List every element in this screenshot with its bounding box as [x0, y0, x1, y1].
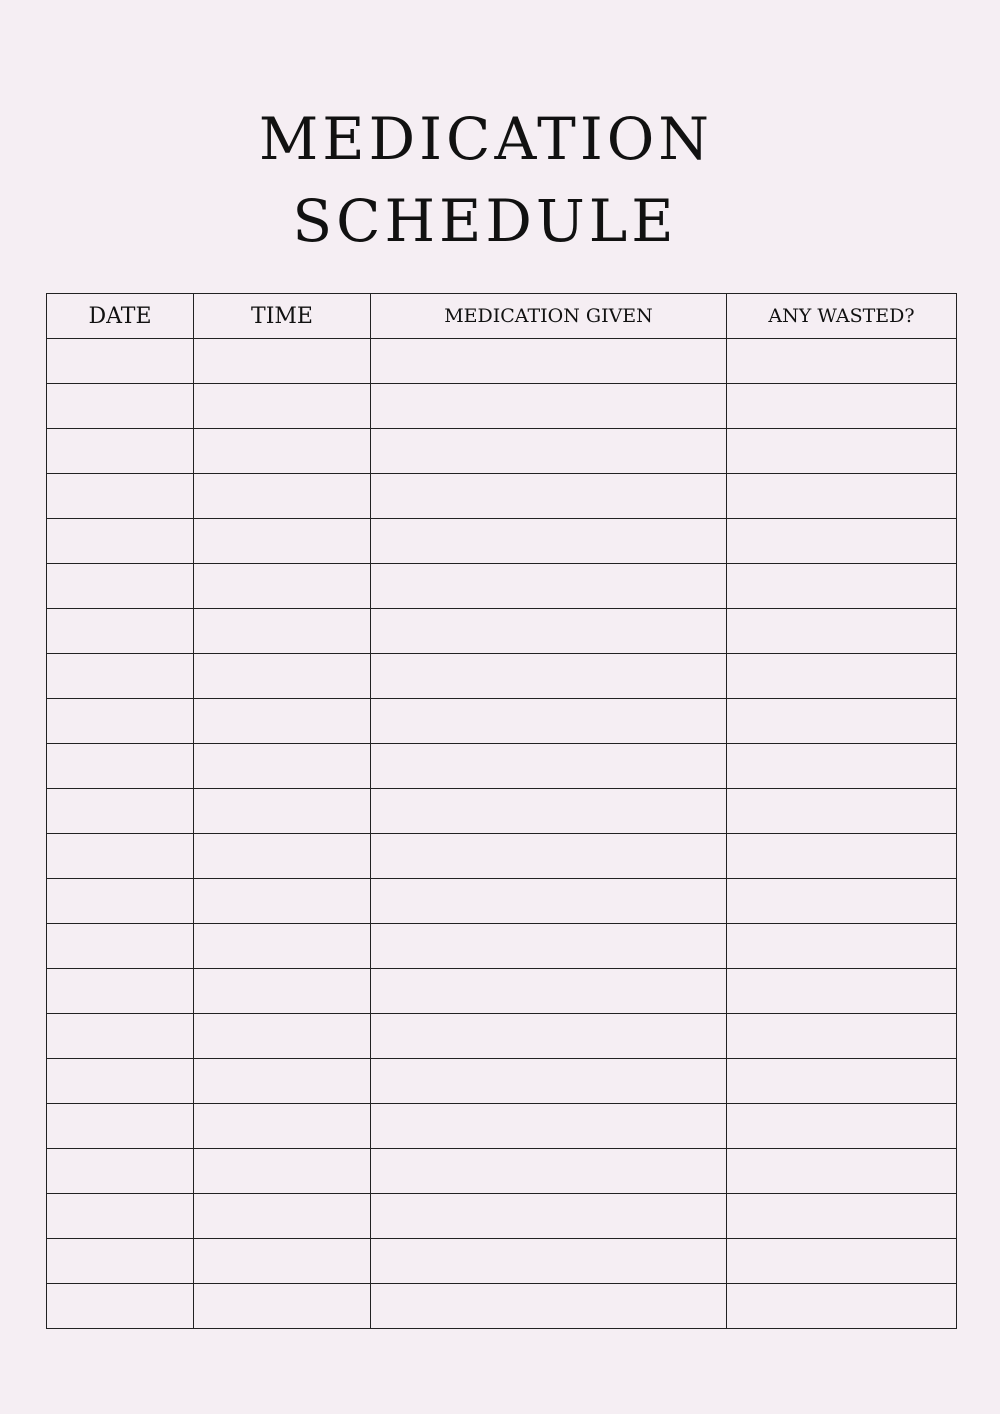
- wasted-cell: [727, 1149, 957, 1194]
- date-cell: [47, 1149, 194, 1194]
- table-row: [47, 564, 957, 609]
- table-row: [47, 879, 957, 924]
- table-row: [47, 654, 957, 699]
- table-row: [47, 924, 957, 969]
- wasted-cell: [727, 1194, 957, 1239]
- wasted-cell: [727, 519, 957, 564]
- time-cell: [194, 1104, 371, 1149]
- medication-cell: [371, 564, 727, 609]
- time-cell: [194, 609, 371, 654]
- date-cell: [47, 744, 194, 789]
- table-row: [47, 1239, 957, 1284]
- wasted-cell: [727, 969, 957, 1014]
- time-cell: [194, 1014, 371, 1059]
- time-cell: [194, 519, 371, 564]
- date-cell: [47, 1284, 194, 1329]
- time-cell: [194, 744, 371, 789]
- date-cell: [47, 1194, 194, 1239]
- time-cell: [194, 1284, 371, 1329]
- time-cell: [194, 1239, 371, 1284]
- wasted-cell: [727, 1104, 957, 1149]
- wasted-cell: [727, 834, 957, 879]
- medication-cell: [371, 924, 727, 969]
- wasted-cell: [727, 924, 957, 969]
- wasted-cell: [727, 699, 957, 744]
- time-cell: [194, 789, 371, 834]
- medication-cell: [371, 519, 727, 564]
- table-row: [47, 699, 957, 744]
- table-row: [47, 969, 957, 1014]
- date-cell: [47, 834, 194, 879]
- wasted-cell: [727, 384, 957, 429]
- table-row: [47, 474, 957, 519]
- date-cell: [47, 654, 194, 699]
- date-cell: [47, 339, 194, 384]
- time-cell: [194, 1194, 371, 1239]
- medication-cell: [371, 834, 727, 879]
- wasted-cell: [727, 789, 957, 834]
- wasted-cell: [727, 1284, 957, 1329]
- table-row: [47, 834, 957, 879]
- table-row: [47, 519, 957, 564]
- medication-cell: [371, 384, 727, 429]
- date-cell: [47, 1014, 194, 1059]
- wasted-cell: [727, 609, 957, 654]
- date-cell: [47, 969, 194, 1014]
- table-row: [47, 789, 957, 834]
- medication-cell: [371, 1014, 727, 1059]
- medication-cell: [371, 1059, 727, 1104]
- medication-cell: [371, 969, 727, 1014]
- medication-cell: [371, 654, 727, 699]
- date-cell: [47, 924, 194, 969]
- time-cell: [194, 879, 371, 924]
- medication-cell: [371, 1104, 727, 1149]
- table-row: [47, 609, 957, 654]
- header-time: TIME: [194, 294, 371, 339]
- header-row: [47, 294, 957, 339]
- wasted-cell: [727, 474, 957, 519]
- medication-cell: [371, 744, 727, 789]
- medication-cell: [371, 1239, 727, 1284]
- table-row: [47, 339, 957, 384]
- wasted-cell: [727, 429, 957, 474]
- medication-cell: [371, 1149, 727, 1194]
- table-row: [47, 1014, 957, 1059]
- time-cell: [194, 474, 371, 519]
- medication-cell: [371, 879, 727, 924]
- time-cell: [194, 429, 371, 474]
- time-cell: [194, 1149, 371, 1194]
- date-cell: [47, 609, 194, 654]
- medication-schedule-table: [46, 293, 957, 1329]
- header-date: DATE: [47, 294, 194, 339]
- time-cell: [194, 384, 371, 429]
- medication-cell: [371, 1194, 727, 1239]
- time-cell: [194, 339, 371, 384]
- wasted-cell: [727, 339, 957, 384]
- date-cell: [47, 384, 194, 429]
- header-medication-given: MEDICATION GIVEN: [371, 294, 727, 339]
- date-cell: [47, 1059, 194, 1104]
- medication-cell: [371, 339, 727, 384]
- title-line-2: SCHEDULE: [292, 187, 678, 255]
- wasted-cell: [727, 1014, 957, 1059]
- date-cell: [47, 879, 194, 924]
- table-row: [47, 1059, 957, 1104]
- wasted-cell: [727, 879, 957, 924]
- time-cell: [194, 1059, 371, 1104]
- table-row: [47, 1149, 957, 1194]
- header-any-wasted: ANY WASTED?: [727, 294, 957, 339]
- date-cell: [47, 1104, 194, 1149]
- table-row: [47, 429, 957, 474]
- medication-cell: [371, 1284, 727, 1329]
- time-cell: [194, 699, 371, 744]
- wasted-cell: [727, 654, 957, 699]
- time-cell: [194, 924, 371, 969]
- date-cell: [47, 1239, 194, 1284]
- table-body: [47, 339, 957, 1329]
- wasted-cell: [727, 1059, 957, 1104]
- table-row: [47, 744, 957, 789]
- date-cell: [47, 789, 194, 834]
- table-row: [47, 1104, 957, 1149]
- wasted-cell: [727, 1239, 957, 1284]
- date-cell: [47, 429, 194, 474]
- medication-cell: [371, 429, 727, 474]
- medication-cell: [371, 609, 727, 654]
- title-line-1: MEDICATION: [258, 105, 714, 173]
- table-row: [47, 1194, 957, 1239]
- time-cell: [194, 969, 371, 1014]
- wasted-cell: [727, 564, 957, 609]
- wasted-cell: [727, 744, 957, 789]
- medication-cell: [371, 789, 727, 834]
- date-cell: [47, 699, 194, 744]
- time-cell: [194, 834, 371, 879]
- time-cell: [194, 654, 371, 699]
- medication-cell: [371, 699, 727, 744]
- table-row: [47, 1284, 957, 1329]
- time-cell: [194, 564, 371, 609]
- date-cell: [47, 564, 194, 609]
- medication-cell: [371, 474, 727, 519]
- table-row: [47, 384, 957, 429]
- page-title: [0, 98, 1000, 262]
- date-cell: [47, 519, 194, 564]
- date-cell: [47, 474, 194, 519]
